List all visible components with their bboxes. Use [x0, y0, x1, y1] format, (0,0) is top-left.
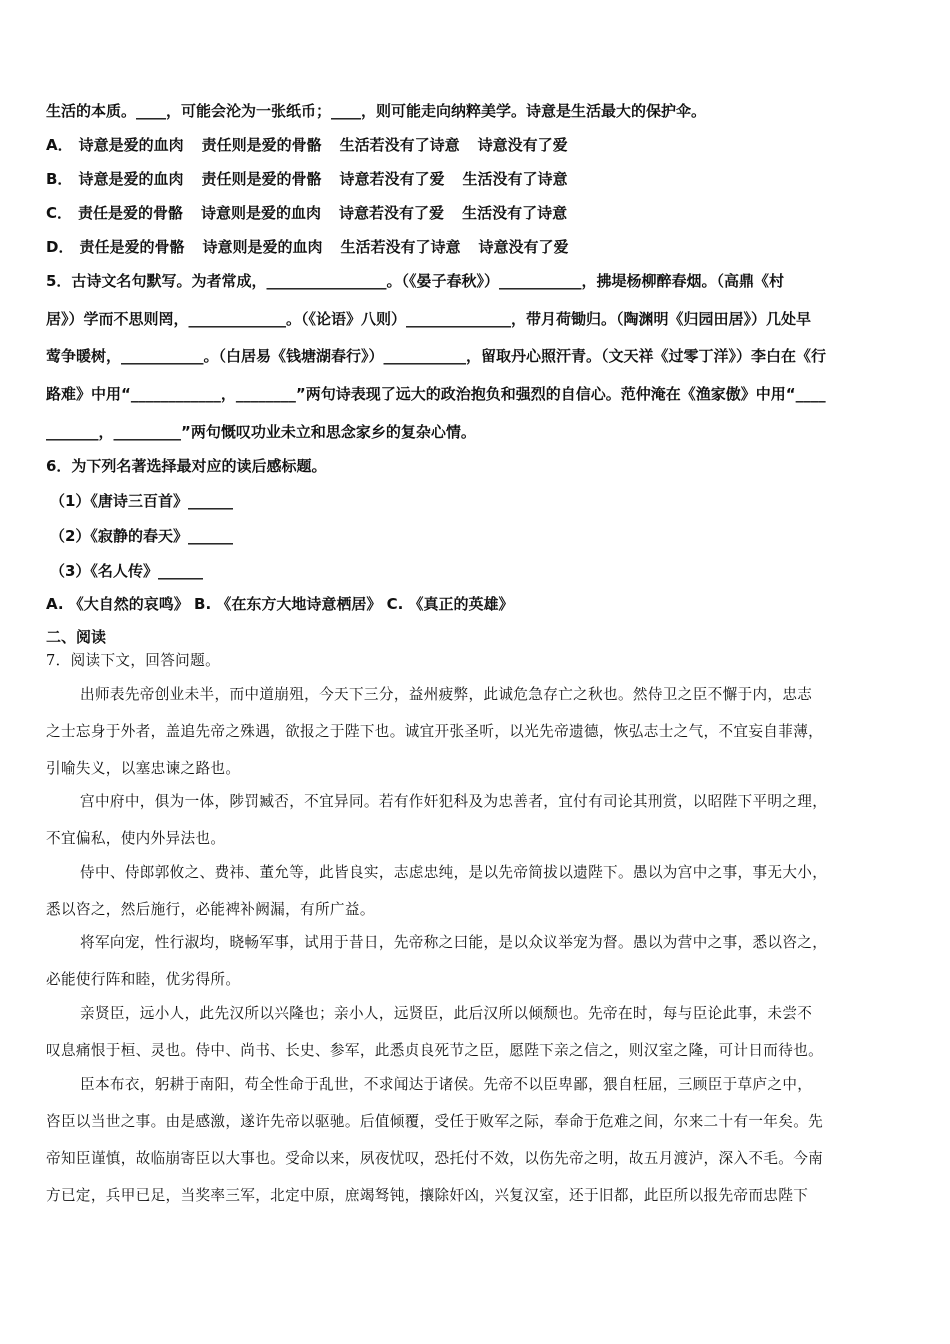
option-label: A．	[46, 136, 73, 154]
passage-line: 咨臣以当世之事。由是感激，遂许先帝以驱驰。后值倾覆，受任于败军之际，奉命于危难之间，尔来二十有一年矣。先	[46, 1113, 824, 1130]
passage-line: 叹息痛恨于桓、灵也。侍中、尚书、长史、参军，此悉贞良死节之臣，愿陛下亲之信之，则汉室之隆，可计日而待也。	[46, 1042, 824, 1059]
passage-line: 必能使行阵和睦，优劣得所。	[46, 971, 241, 988]
option-part: 诗意是爱的血肉	[78, 136, 184, 154]
option-part: 责任则是爱的骨骼	[201, 136, 322, 154]
passage-line: 将军向宠，性行淑均，晓畅军事，试用于昔日，先帝称之曰能，是以众议举宠为督。愚以为营中之事，悉以咨之，	[80, 934, 828, 951]
passage-line: 臣本布衣，躬耕于南阳，苟全性命于乱世，不求闻达于诸侯。先帝不以臣卑鄙，猥自枉屈，三顾臣于草庐之中，	[80, 1076, 813, 1093]
option-part: 生活若没有了诗意	[340, 238, 461, 256]
q5-line-2: 居》）学而不思则罔，_____________。（《论语》八则）______________，带月荷锄归。（陶渊明《归园田居》）几处早	[46, 310, 812, 328]
option-part: 责任是爱的骨骼	[78, 204, 184, 222]
q6-options: A. 《大自然的哀鸣》 B. 《在东方大地诗意栖居》 C. 《真正的英雄》	[46, 595, 514, 613]
option-part: 责任是爱的骨骼	[79, 238, 185, 256]
option-part: 诗意若没有了爱	[339, 204, 445, 222]
option-part: 诗意是爱的血肉	[78, 170, 184, 188]
q7-prompt: 7．阅读下文，回答问题。	[46, 652, 221, 669]
q6-item-2: （2）《寂静的春天》______	[50, 527, 233, 545]
passage-line: 帝知臣谨慎，故临崩寄臣以大事也。受命以来，夙夜忧叹，恐托付不效，以伤先帝之明，故五月渡泸，深入不毛。今南	[46, 1150, 824, 1167]
q4-passage-tail: 生活的本质。____，可能会沦为一张纸币；____，则可能走向纳粹美学。诗意是生活最大的保护伞。	[46, 102, 707, 120]
option-label: C．	[46, 204, 73, 222]
q4-option-b[interactable]	[46, 168, 908, 190]
q4-option-d[interactable]	[46, 236, 908, 258]
passage-line: 侍中、侍郎郭攸之、费祎、董允等，此皆良实，志虑忠纯，是以先帝简拔以遗陛下。愚以为宫中之事，事无大小，	[80, 864, 828, 881]
q6-item-1: （1）《唐诗三百首》______	[50, 492, 233, 510]
option-label: D．	[46, 238, 74, 256]
q5-line-5: _______，_________”两句慨叹功业未立和思念家乡的复杂心情。	[46, 423, 476, 441]
q5-line-3: 莺争暖树，___________。（白居易《钱塘湖春行》）___________，留取丹心照汗青。（文天祥《过零丁洋》）李白在《行	[46, 347, 827, 365]
option-part: 生活没有了诗意	[462, 204, 568, 222]
passage-line: 方已定，兵甲已足，当奖率三军，北定中原，庶竭驽钝，攘除奸凶，兴复汉室，还于旧都，此臣所以报先帝而忠陛下	[46, 1187, 809, 1204]
q4-option-c[interactable]	[46, 202, 908, 224]
passage-line: 出师表先帝创业未半，而中道崩殂，今天下三分，益州疲弊，此诚危急存亡之秋也。然侍卫之臣不懈于内，忠志	[80, 686, 813, 703]
option-part: 责任则是爱的骨骼	[201, 170, 322, 188]
passage-line: 宫中府中，俱为一体，陟罚臧否，不宜异同。若有作奸犯科及为忠善者，宜付有司论其刑赏，以昭陛下平明之理，	[80, 793, 828, 810]
q6-item-3: （3）《名人传》______	[50, 562, 203, 580]
q4-option-a[interactable]	[46, 134, 908, 156]
option-part: 诗意没有了爱	[478, 238, 569, 256]
q5-line-1: 5．古诗文名句默写。为者常成，________________。（《晏子春秋》）___________，拂堤杨柳醉春烟。（高鼎《村	[46, 272, 784, 290]
option-part: 生活若没有了诗意	[339, 136, 460, 154]
option-label: B．	[46, 170, 73, 188]
passage-line: 不宜偏私，使内外异法也。	[46, 830, 226, 847]
option-part: 生活没有了诗意	[462, 170, 568, 188]
passage-line: 之士忘身于外者，盖追先帝之殊遇，欲报之于陛下也。诚宜开张圣听，以光先帝遗德，恢弘志士之气，不宜妄自菲薄，	[46, 723, 824, 740]
q6-title: 6．为下列名著选择最对应的读后感标题。	[46, 457, 327, 475]
q5-line-4: 路难》中用“____________，________”两句诗表现了远大的政治抱负和强烈的自信心。范仲淹在《渔家傲》中用“____	[46, 385, 826, 403]
passage-line: 悉以咨之，然后施行，必能裨补阙漏，有所广益。	[46, 901, 375, 918]
passage-line: 亲贤臣，远小人，此先汉所以兴隆也；亲小人，远贤臣，此后汉所以倾颓也。先帝在时，每与臣论此事，未尝不	[80, 1005, 813, 1022]
option-part: 诗意则是爱的血肉	[202, 238, 323, 256]
option-part: 诗意则是爱的血肉	[201, 204, 322, 222]
option-part: 诗意没有了爱	[477, 136, 568, 154]
option-part: 诗意若没有了爱	[339, 170, 445, 188]
section-heading: 二、阅读	[46, 628, 107, 646]
passage-line: 引喻失义，以塞忠谏之路也。	[46, 760, 241, 777]
